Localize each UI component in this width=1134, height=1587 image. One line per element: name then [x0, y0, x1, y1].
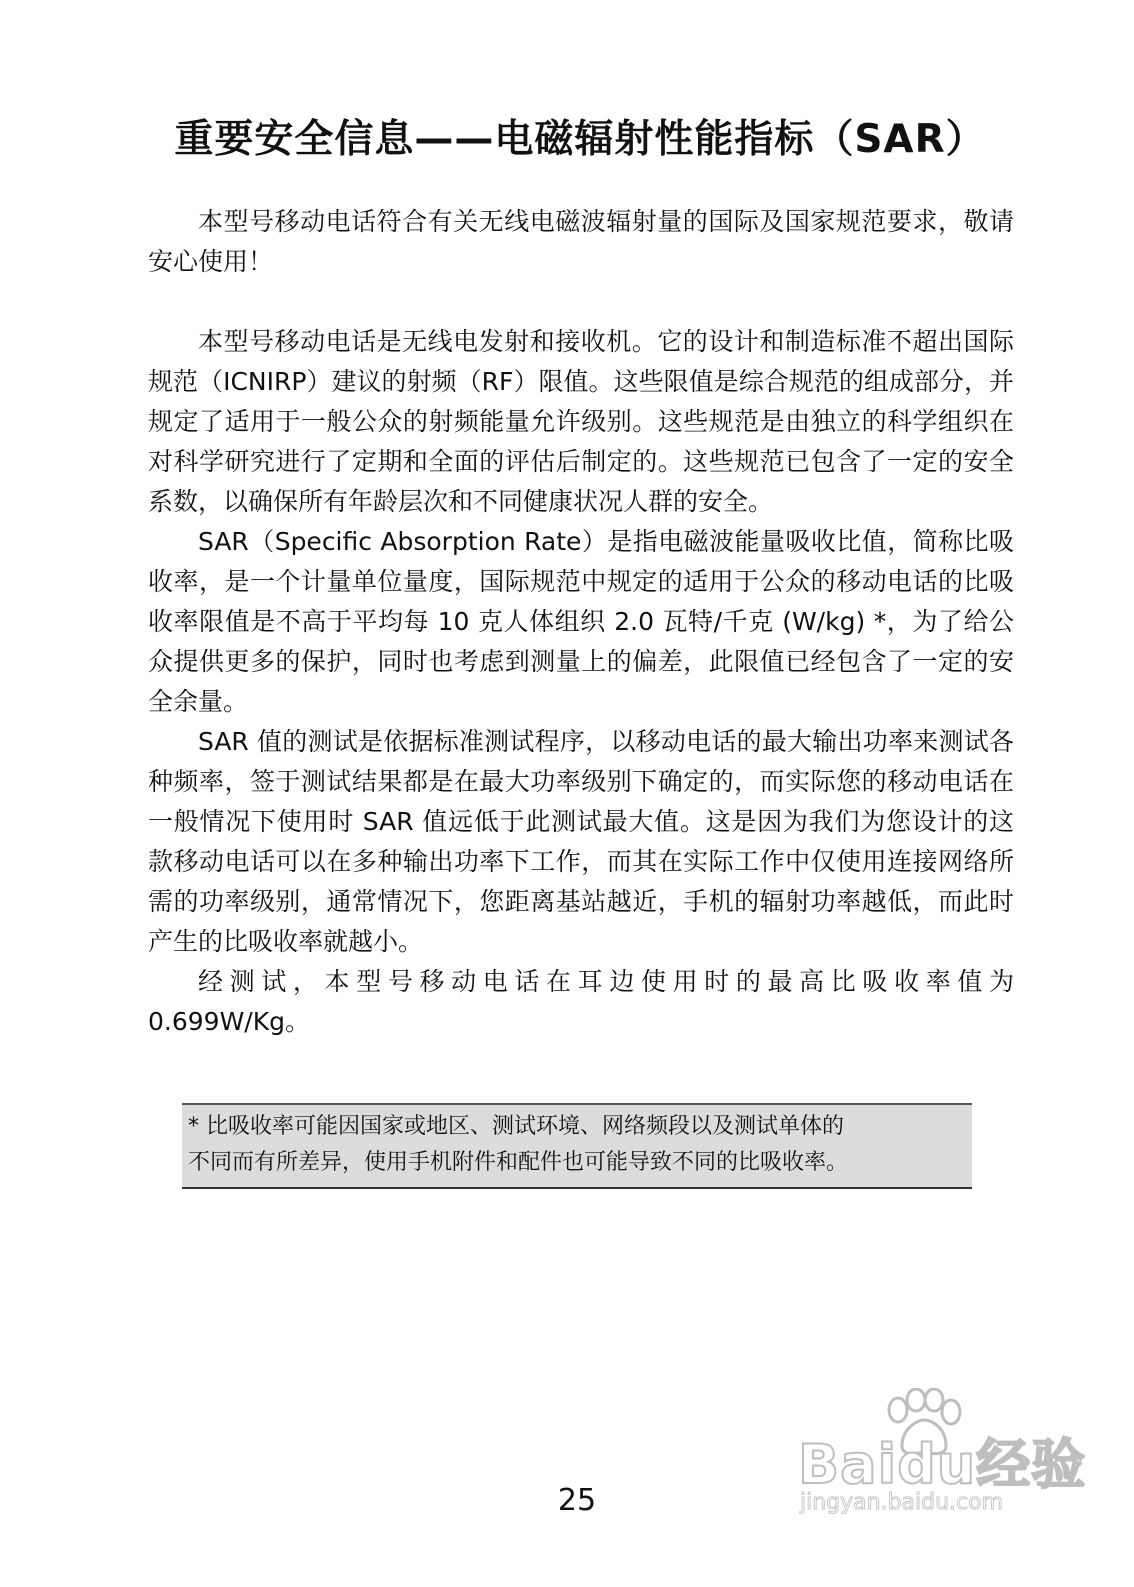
footnote-line-1: * 比吸收率可能因国家或地区、测试环境、网络频段以及测试单体的	[188, 1114, 844, 1139]
paragraph-sar-definition: SAR（Specific Absorption Rate）是指电磁波能量吸收比值，简称比吸收率，是一个计量单位量度，国际规范中规定的适用于公众的移动电话的比吸收率限值是不高于平均每 10 克人体组织 2.0 瓦特/千克 (W/kg) *，为了给公众提供更多的保护，同时也考虑到测量上的偏差，此限值已经包含了一定的安全余量。	[148, 527, 1014, 716]
page-title: 重要安全信息——电磁辐射性能指标（SAR）	[174, 117, 986, 162]
baidu-watermark	[790, 1388, 1090, 1518]
paragraph-sar-result: 经测试，本型号移动电话在耳边使用时的最高比吸收率值为 0.699W/Kg。	[148, 967, 1014, 1036]
footnote-line-2: 不同而有所差异，使用手机附件和配件也可能导致不同的比吸收率。	[188, 1150, 849, 1175]
body-text	[148, 202, 1014, 1042]
page-number: 25	[557, 1483, 597, 1518]
watermark-brand: Baidu经验	[798, 1433, 1087, 1496]
paragraph-icnirp: 本型号移动电话是无线电发射和接收机。它的设计和制造标准不超出国际规范（ICNIRP）建议的射频（RF）限值。这些限值是综合规范的组成部分，并规定了适用于一般公众的射频能量允许级别。这些规范是由独立的科学组织在对科学研究进行了定期和全面的评估后制定的。这些规范已包含了一定的安全系数，以确保所有年龄层次和不同健康状况人群的安全。	[148, 327, 1014, 516]
paragraph-sar-testing: SAR 值的测试是依据标准测试程序，以移动电话的最大输出功率来测试各种频率，签于测试结果都是在最大功率级别下确定的，而实际您的移动电话在一般情况下使用时 SAR 值远低于此测试最大值。这是因为我们为您设计的这款移动电话可以在多种输出功率下工作，而其在实际工作中仅使用连接网络所需的功率级别，通常情况下，您距离基站越近，手机的辐射功率越低，而此时产生的比吸收率就越小。	[148, 727, 1014, 956]
watermark-url: jingyan.baidu.com	[800, 1490, 1004, 1515]
footnote-box	[182, 1103, 972, 1189]
paragraph-intro: 本型号移动电话符合有关无线电磁波辐射量的国际及国家规范要求，敬请安心使用！	[148, 207, 1014, 276]
